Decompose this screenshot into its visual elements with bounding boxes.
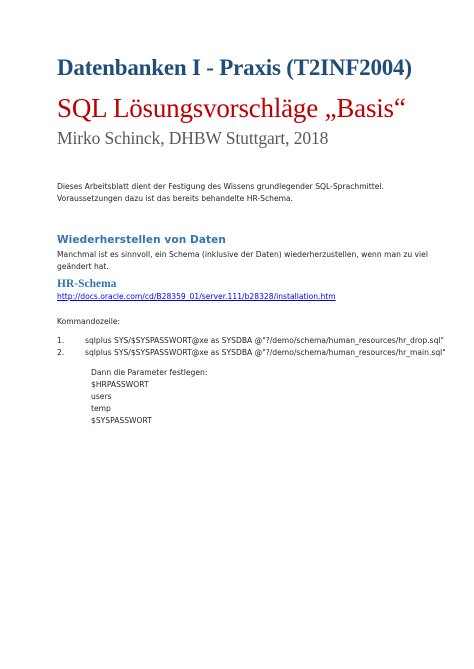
command-list-item [57,348,446,357]
parameter-intro: Dann die Parameter festlegen: [91,368,208,377]
parameter-value: $SYSPASSWORT [91,416,152,425]
parameter-value: temp [91,404,111,413]
section-heading: Wiederherstellen von Daten [57,234,226,246]
command-text: sqlplus SYS/$SYSPASSWORT@xe as SYSDBA @"?/demo/schema/human_resources/hr_main.sql" [85,348,446,357]
section-paragraph [57,249,428,273]
command-list-item [57,336,444,345]
hr-schema-link[interactable]: http://docs.oracle.com/cd/B28359_01/server.111/b28328/installation.htm [57,292,336,301]
intro-line-2: Voraussetzungen dazu ist das bereits behandelte HR-Schema. [57,194,294,203]
section-line-2: geändert hat. [57,262,109,271]
parameter-value: $HRPASSWORT [91,380,149,389]
parameter-value: users [91,392,112,401]
command-number: 1. [57,336,65,345]
section-line-1: Manchmal ist es sinnvoll, ein Schema (inklusive der Daten) wiederherzustellen, wenn man zu viel [57,250,428,259]
command-line-label: Kommandozeile: [57,317,121,326]
intro-paragraph [57,181,384,205]
document-title: SQL Lösungsvorschläge „Basis“ [57,93,406,123]
command-number: 2. [57,348,65,357]
intro-line-1: Dieses Arbeitsblatt dient der Festigung des Wissens grundlegender SQL-Sprachmittel. [57,182,384,191]
hr-schema-heading: HR-Schema [57,278,117,290]
command-text: sqlplus SYS/$SYSPASSWORT@xe as SYSDBA @"?/demo/schema/human_resources/hr_drop.sql" [85,336,445,345]
author-line: Mirko Schinck, DHBW Stuttgart, 2018 [57,128,329,148]
parameter-block [91,367,207,427]
course-title: Datenbanken I - Praxis (T2INF2004) [57,55,412,80]
